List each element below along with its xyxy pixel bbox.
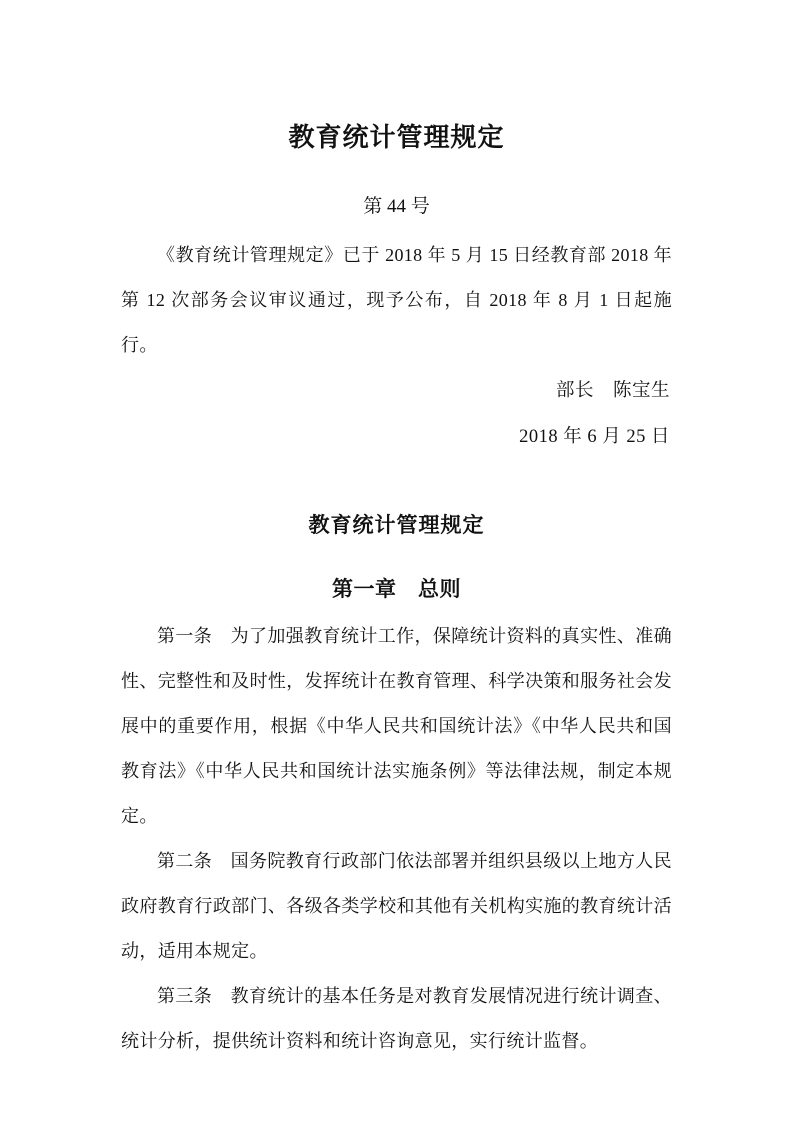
signature-minister: 部长 陈宝生 xyxy=(555,381,670,401)
preamble-paragraph: 《教育统计管理规定》已于 2018 年 5 月 15 日经教育部 2018 年第 12 次部务会议审议通过，现予公布，自 2018 年 8 月 1 日起施行。 xyxy=(121,245,672,355)
document-number: 第 44 号 xyxy=(363,196,430,217)
document-title: 教育统计管理规定 xyxy=(288,123,505,152)
regulation-body-title: 教育统计管理规定 xyxy=(308,513,485,537)
chapter-one-heading: 第一章 总则 xyxy=(332,577,461,601)
article-paragraph-2: 第二条 国务院教育行政部门依法部署并组织县级以上地方人民政府教育行政部门、各级各类学校和其他有关机构实施的教育统计活动，适用本规定。 xyxy=(121,851,672,961)
article-paragraph-1: 第一条 为了加强教育统计工作，保障统计资料的真实性、准确性、完整性和及时性，发挥统计在教育管理、科学决策和服务社会发展中的重要作用，根据《中华人民共和国统计法》《中华人民共和国教育法》《中华人民共和国统计法实施条例》等法律法规，制定本规定。 xyxy=(121,626,672,826)
articles-section xyxy=(121,614,672,1064)
article-paragraph-3: 第三条 教育统计的基本任务是对教育发展情况进行统计调查、统计分析，提供统计资料和统计咨询意见，实行统计监督。 xyxy=(121,986,672,1051)
signature-date: 2018 年 6 月 25 日 xyxy=(519,427,670,447)
